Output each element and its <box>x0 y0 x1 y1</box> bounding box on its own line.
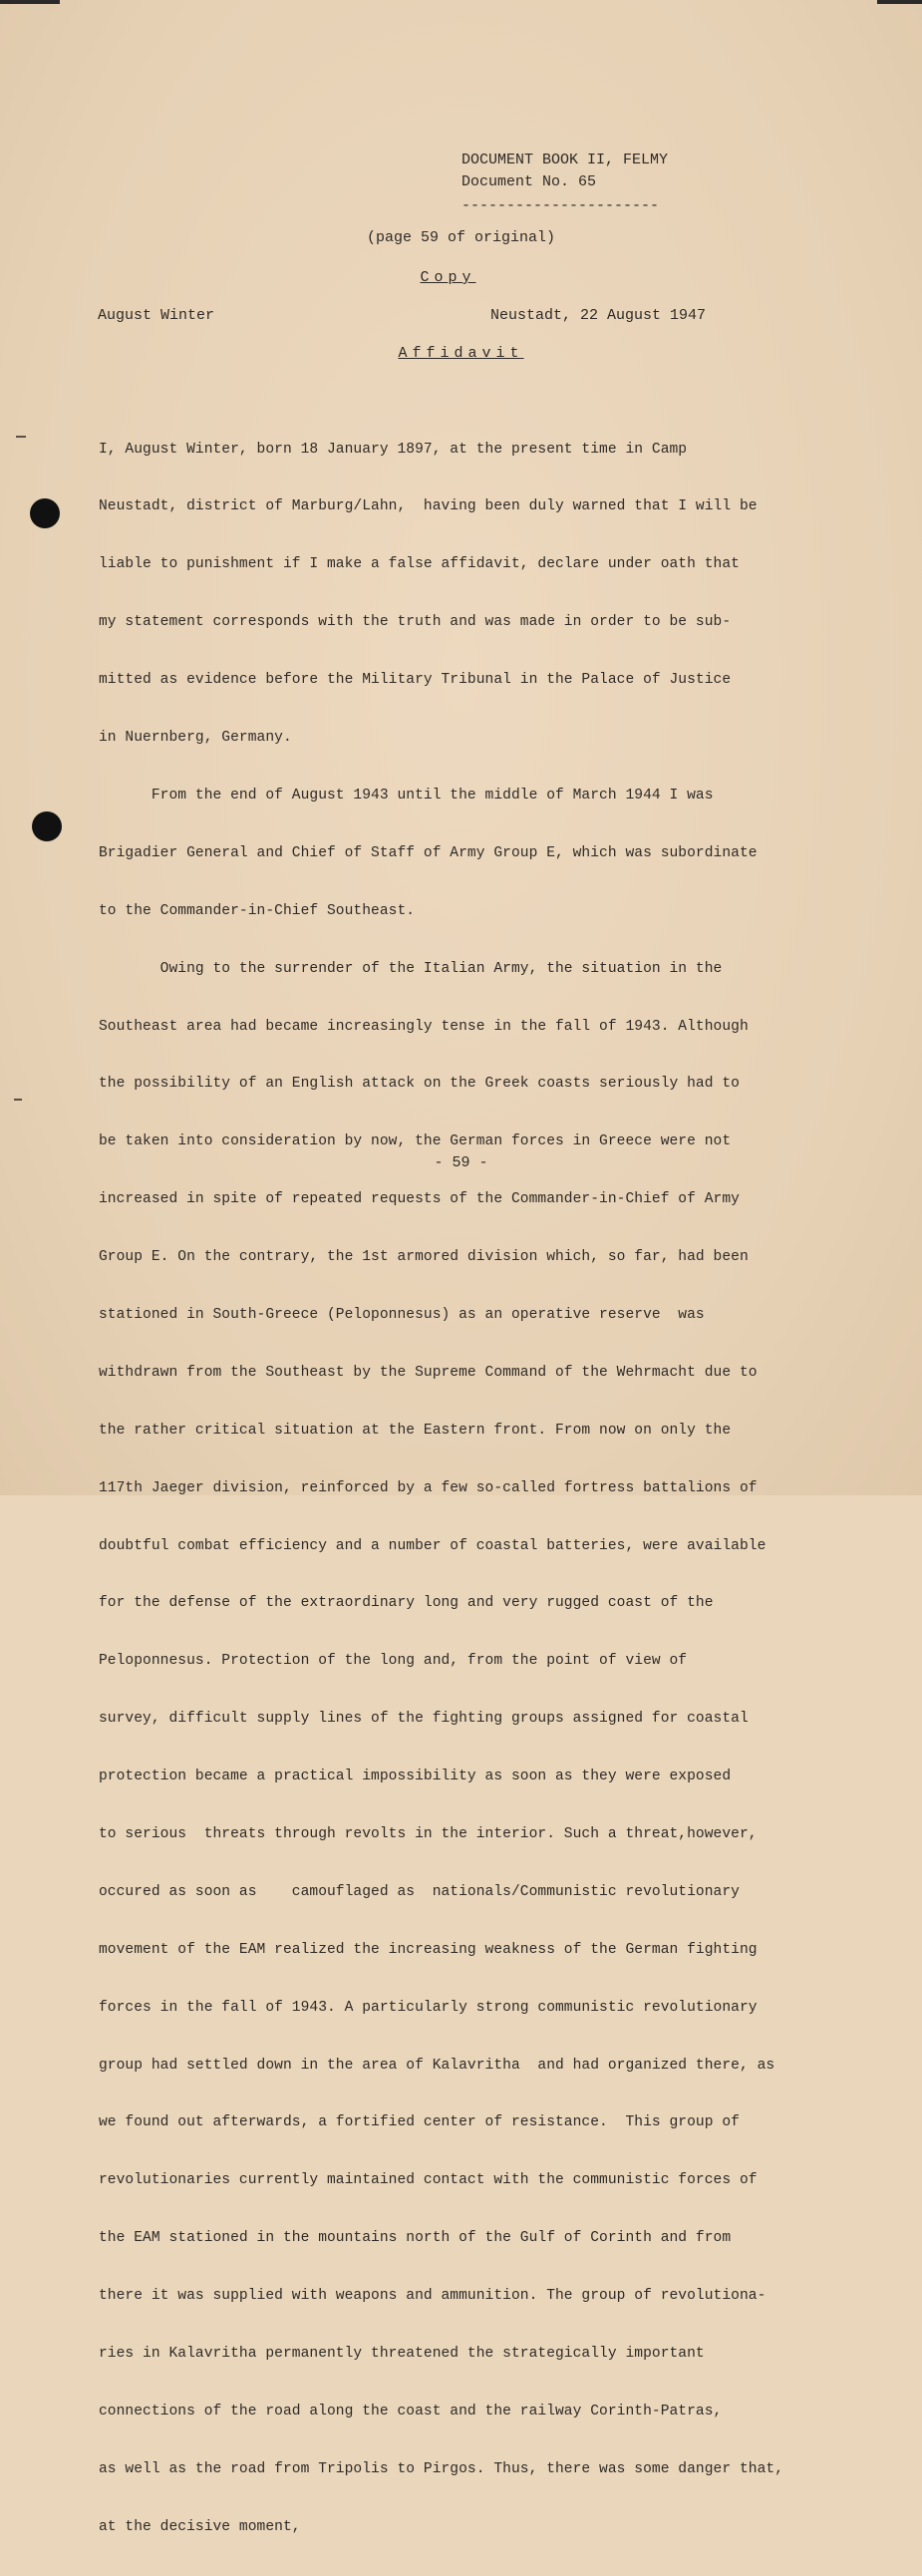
title-wrap <box>0 345 922 362</box>
body-line: From the end of August 1943 until the middle of March 1944 I was <box>99 787 714 804</box>
body-line: at the decisive moment, <box>99 2518 301 2535</box>
document-title: Affidavit <box>398 345 524 362</box>
body-line: stationed in South-Greece (Peloponnesus) as an operative reserve was <box>99 1306 705 1323</box>
body-line: survey, difficult supply lines of the fighting groups assigned for coastal <box>99 1711 749 1728</box>
place-date: Neustadt, 22 August 1947 <box>490 307 707 324</box>
body-line: forces in the fall of 1943. A particularly strong communistic revolutionary <box>99 1999 758 2016</box>
body-line: as well as the road from Tripolis to Pirgos. Thus, there was some danger that, <box>99 2460 783 2477</box>
body-line: occured as soon as camouflaged as nationals/Communistic revolutionary <box>99 1883 740 1900</box>
body-line: liable to punishment if I make a false affidavit, declare under oath that <box>99 556 740 573</box>
author-name: August Winter <box>98 307 215 324</box>
body-line: to serious threats through revolts in the interior. Such a threat,however, <box>99 1825 758 1842</box>
body-line: for the defense of the extraordinary long and very rugged coast of the <box>99 1595 714 1612</box>
body-line: Brigadier General and Chief of Staff of Army Group E, which was subordinate <box>99 844 758 861</box>
body-line: movement of the EAM realized the increasing weakness of the German fighting <box>99 1941 758 1958</box>
body-line: in Nuernberg, Germany. <box>99 730 292 747</box>
top-edge-mark-left <box>0 0 60 4</box>
affidavit-body <box>99 402 856 2576</box>
body-line: there it was supplied with weapons and ammunition. The group of revolutiona- <box>99 2288 767 2305</box>
document-number-label: Document No. 65 <box>461 173 597 190</box>
punch-hole-top <box>30 498 60 528</box>
body-line: Group E. On the contrary, the 1st armored division which, so far, had been <box>99 1249 749 1266</box>
body-line: my statement corresponds with the truth and was made in order to be sub- <box>99 614 732 631</box>
body-line: ries in Kalavritha permanently threatened the strategically important <box>99 2345 705 2362</box>
document-header <box>461 150 668 217</box>
body-line: mitted as evidence before the Military Tribunal in the Palace of Justice <box>99 672 732 689</box>
body-line: be taken into consideration by now, the German forces in Greece were not <box>99 1133 732 1150</box>
body-line: I, August Winter, born 18 January 1897, at the present time in Camp <box>99 441 688 458</box>
page-note: (page 59 of original) <box>366 229 556 246</box>
document-book-label: DOCUMENT BOOK II, FELMY <box>461 152 669 168</box>
body-line: the rather critical situation at the Eastern front. From now on only the <box>99 1422 732 1439</box>
page-number: - 59 - <box>434 1154 488 1171</box>
body-line: Neustadt, district of Marburg/Lahn, having been duly warned that I will be <box>99 498 758 515</box>
body-line: Owing to the surrender of the Italian Army, the situation in the <box>99 960 723 977</box>
punch-hole-bottom <box>32 811 62 841</box>
body-line: we found out afterwards, a fortified center of resistance. This group of <box>99 2114 740 2131</box>
copy-label-wrap <box>0 269 909 286</box>
body-line: group had settled down in the area of Kalavritha and had organized there, as <box>99 2057 775 2074</box>
body-line: connections of the road along the coast and the railway Corinth-Patras, <box>99 2403 723 2419</box>
body-line: doubtful combat efficiency and a number of coastal batteries, were available <box>99 1537 767 1554</box>
body-line: Southeast area had became increasingly tense in the fall of 1943. Although <box>99 1018 749 1035</box>
margin-tick <box>14 1099 22 1101</box>
top-edge-mark-right <box>877 0 922 4</box>
body-line: increased in spite of repeated requests of the Commander-in-Chief of Army <box>99 1191 740 1208</box>
margin-tick <box>16 436 26 438</box>
body-line: withdrawn from the Southeast by the Supreme Command of the Wehrmacht due to <box>99 1364 758 1381</box>
body-line: Peloponnesus. Protection of the long and, from the point of view of <box>99 1653 688 1670</box>
body-line: 117th Jaeger division, reinforced by a few so-called fortress battalions of <box>99 1479 758 1496</box>
body-line: revolutionaries currently maintained contact with the communistic forces of <box>99 2172 758 2189</box>
copy-label: Copy <box>420 269 476 286</box>
body-line: protection became a practical impossibility as soon as they were exposed <box>99 1769 732 1785</box>
body-line: the EAM stationed in the mountains north of the Gulf of Corinth and from <box>99 2230 732 2247</box>
header-rule: ---------------------- <box>461 197 660 214</box>
body-line: the possibility of an English attack on the Greek coasts seriously had to <box>99 1076 740 1093</box>
body-line: to the Commander-in-Chief Southeast. <box>99 902 416 919</box>
